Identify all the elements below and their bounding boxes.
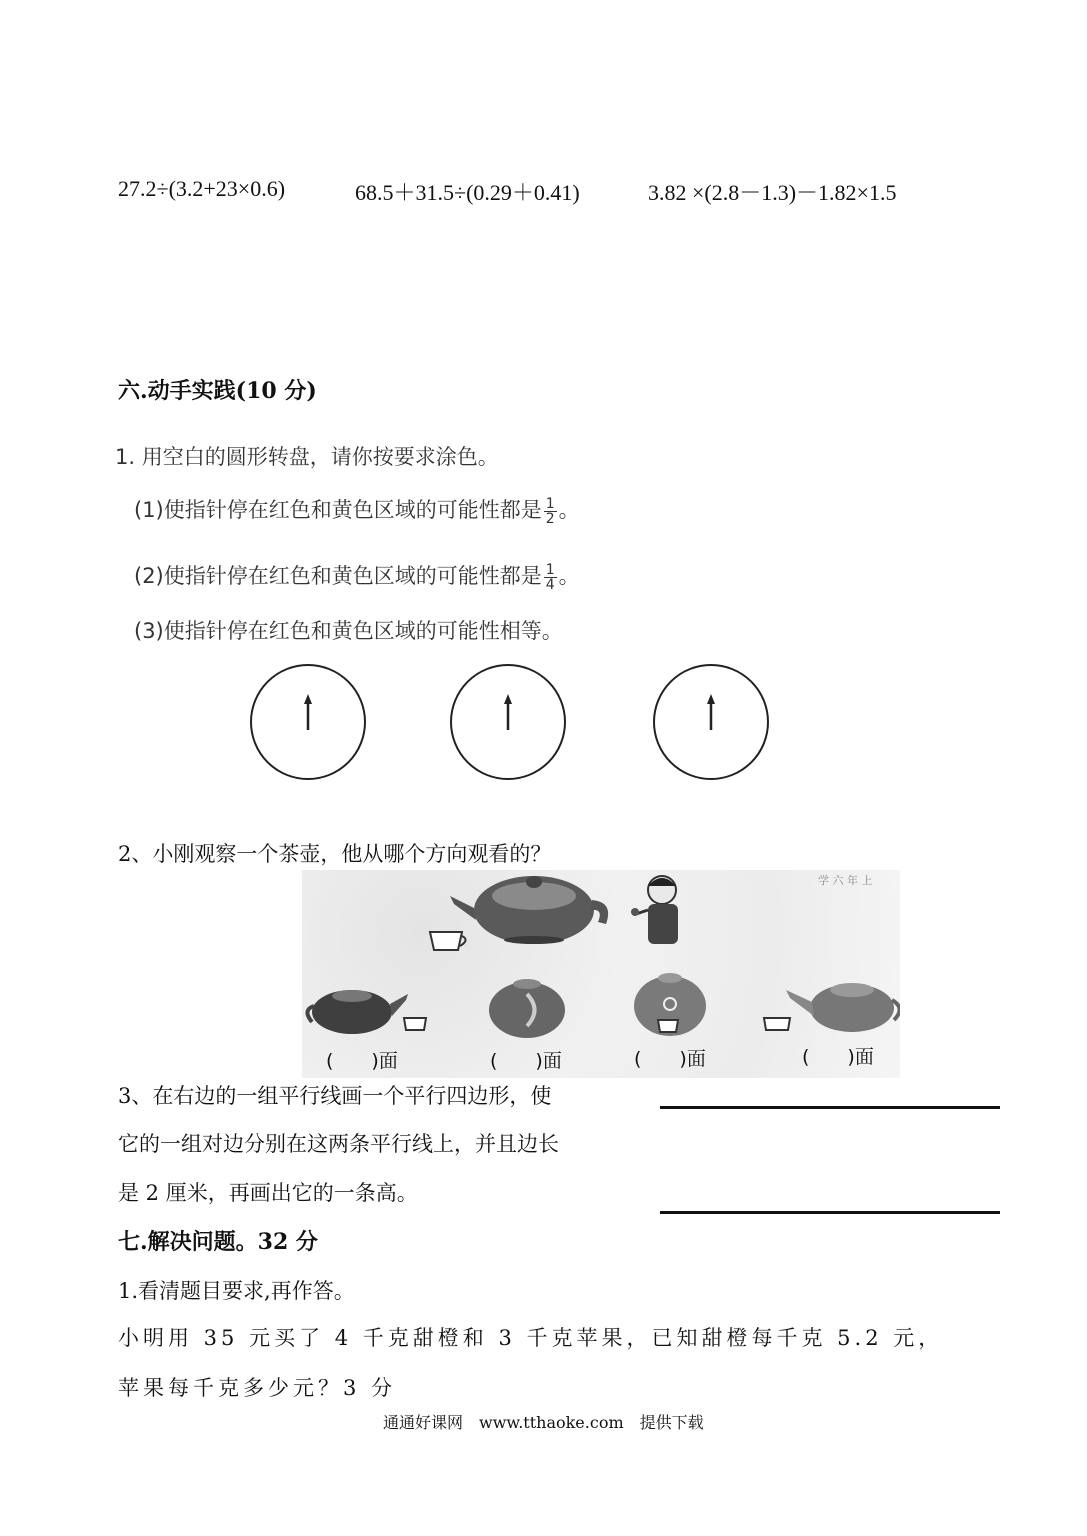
section-7-title: 七.解决问题。32 分 [118, 1229, 318, 1255]
photo-corner-text: 学 六 年 上 [818, 874, 873, 887]
q3-line-2: 它的一组对边分别在这两条平行线上，并且边长 [118, 1132, 559, 1156]
q2-stem: 2、小刚观察一个茶壶，他从哪个方向观看的？ [118, 842, 552, 866]
expression-1: 27.2÷(3.2+23×0.6) [118, 176, 286, 201]
q1-item-3: (3)使指针停在红色和黄色区域的可能性相等。 [134, 619, 563, 643]
expression-2: 68.5＋31.5÷(0.29＋0.41) [355, 180, 580, 205]
spinner-1 [251, 665, 365, 779]
boy-icon [631, 876, 678, 944]
teapot-right-view-icon [764, 983, 900, 1032]
fraction-numerator: 1 [545, 561, 555, 578]
fraction-numerator: 1 [545, 495, 555, 512]
face-label-3: ( )面 [634, 1048, 706, 1070]
spinner-2 [451, 665, 565, 779]
teapot-back-view-icon [489, 979, 565, 1038]
s7-q1-problem-line-2: 苹果每千克多少元？3 分 [118, 1376, 397, 1400]
q1-item-1-text: (1)使指针停在红色和黄色区域的可能性都是 [134, 498, 542, 522]
parallel-line-top [660, 1106, 1000, 1109]
section-6-title: 六.动手实践(10 分) [118, 378, 317, 404]
s7-q1-problem-line-1: 小明用 35 元买了 4 千克甜橙和 3 千克苹果，已知甜橙每千克 5.2 元， [118, 1326, 944, 1350]
q1-item-1-end: 。 [558, 498, 580, 522]
face-label-1: ( )面 [326, 1050, 398, 1072]
face-label-4: ( )面 [802, 1046, 874, 1068]
expression-3: 3.82 ×(2.8－1.3)－1.82×1.5 [648, 180, 897, 205]
cup-icon [430, 932, 466, 950]
parallel-line-bottom [660, 1211, 1000, 1214]
q1-item-2 [134, 560, 580, 592]
teapot-front-view-icon [634, 973, 706, 1036]
s7-q1-instruction: 1.看清题目要求,再作答。 [118, 1279, 355, 1303]
fraction-denominator: 2 [545, 510, 555, 527]
spinner-3 [654, 665, 768, 779]
face-label-2: ( )面 [490, 1050, 562, 1072]
q1-item-2-end: 。 [558, 564, 580, 588]
q1-item-1 [134, 494, 580, 526]
fraction-denominator: 4 [545, 576, 555, 593]
page-footer: 通通好课网 www.tthaoke.com 提供下载 [383, 1413, 704, 1432]
q1-item-2-text: (2)使指针停在红色和黄色区域的可能性都是 [134, 564, 542, 588]
fraction-one-half [544, 497, 557, 526]
teapot-main-icon [450, 876, 608, 944]
spinner-diagrams [240, 664, 780, 788]
fraction-one-quarter [544, 563, 557, 592]
teapot-left-view-icon [307, 990, 426, 1034]
q3-line-3: 是 2 厘米，再画出它的一条高。 [118, 1181, 418, 1205]
q3-line-1: 3、在右边的一组平行线画一个平行四边形，使 [118, 1084, 552, 1108]
q1-stem: 1. 用空白的圆形转盘，请你按要求涂色。 [115, 445, 499, 469]
